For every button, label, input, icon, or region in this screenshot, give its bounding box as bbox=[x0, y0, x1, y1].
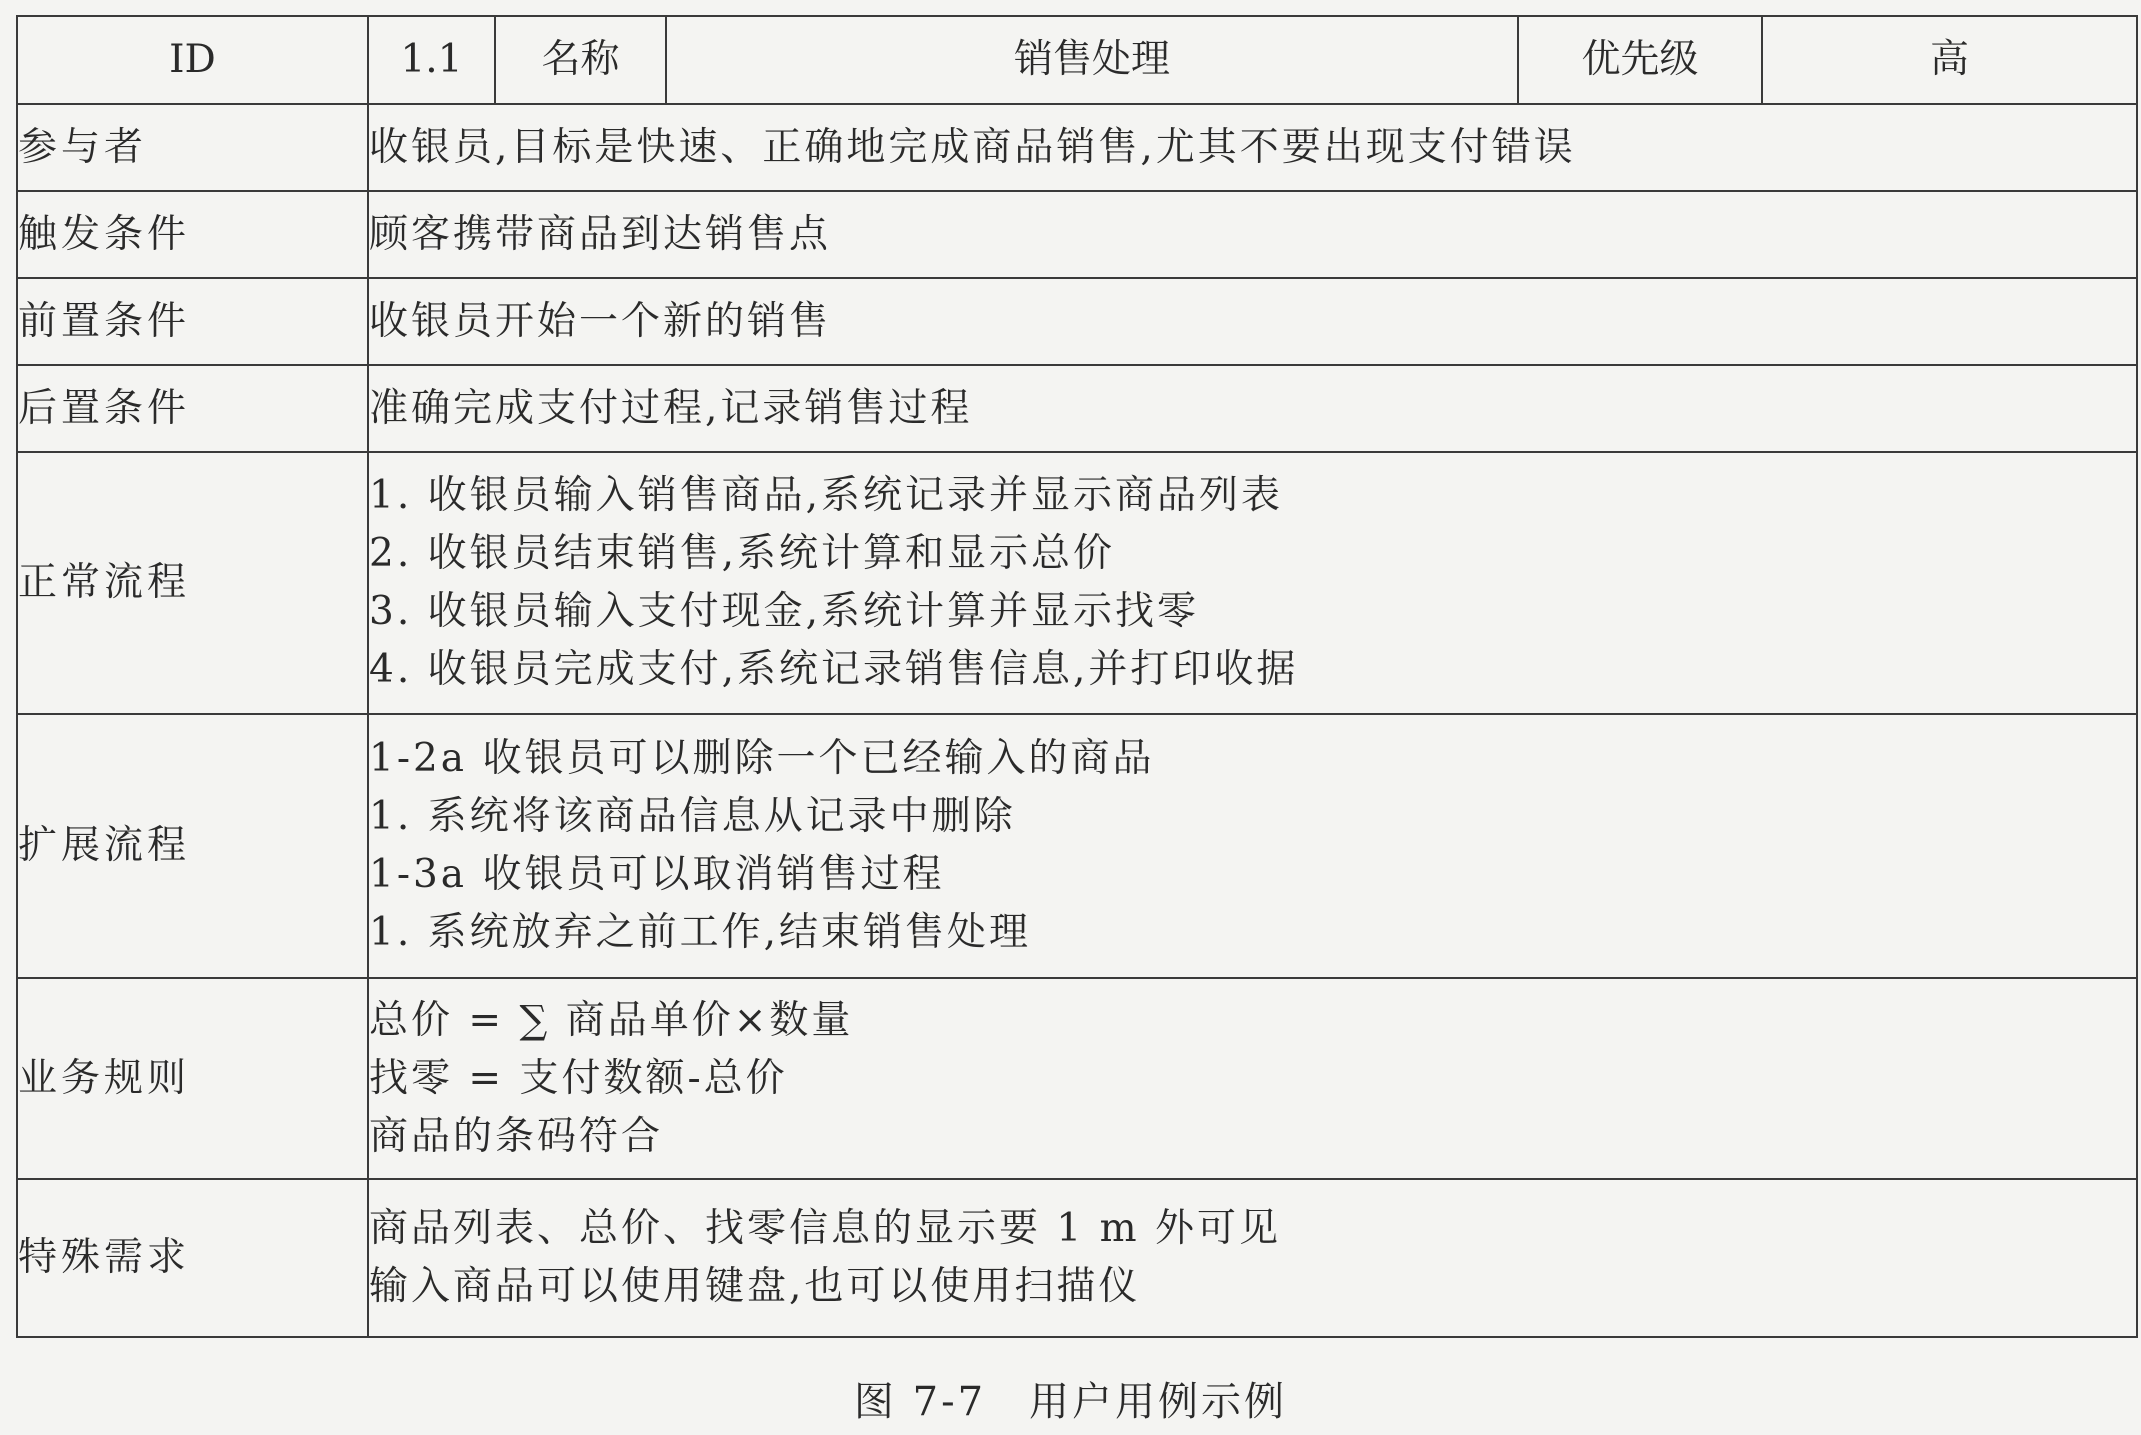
special-requirements-row bbox=[17, 1179, 2137, 1337]
header-row bbox=[17, 16, 2137, 104]
use-case-table bbox=[16, 15, 2138, 1338]
special-requirements-label: 特殊需求 bbox=[17, 1179, 368, 1337]
precondition-line: 收银员开始一个新的销售 bbox=[369, 298, 832, 344]
normal-flow-step: 2. 收银员结束销售,系统计算和显示总价 bbox=[369, 531, 1116, 576]
normal-flow-step: 3. 收银员输入支付现金,系统计算并显示找零 bbox=[369, 589, 1200, 634]
id-value: 1.1 bbox=[368, 16, 495, 104]
extended-flow-row bbox=[17, 714, 2137, 978]
precondition-row bbox=[17, 278, 2137, 365]
extended-flow-step: 1. 系统将该商品信息从记录中删除 bbox=[369, 794, 1016, 839]
normal-flow-content bbox=[368, 452, 2137, 714]
figure-caption: 图 7-7 用户用例示例 bbox=[853, 1379, 1288, 1425]
normal-flow-label: 正常流程 bbox=[17, 452, 368, 714]
name-label: 名称 bbox=[495, 16, 666, 104]
business-rule: 商品的条码符合 bbox=[369, 1113, 664, 1159]
trigger-label: 触发条件 bbox=[17, 191, 368, 278]
business-rules-content bbox=[368, 978, 2137, 1179]
postcondition-label: 后置条件 bbox=[17, 365, 368, 452]
special-requirement: 商品列表、总价、找零信息的显示要 1 m 外可见 bbox=[369, 1206, 1281, 1251]
normal-flow-step: 1. 收银员输入销售商品,系统记录并显示商品列表 bbox=[369, 473, 1284, 518]
id-label: ID bbox=[17, 16, 368, 104]
actors-label: 参与者 bbox=[17, 104, 368, 191]
actors-line: 收银员,目标是快速、正确地完成商品销售,尤其不要出现支付错误 bbox=[369, 124, 1576, 170]
normal-flow-row bbox=[17, 452, 2137, 714]
trigger-content bbox=[368, 191, 2137, 278]
extended-flow-label: 扩展流程 bbox=[17, 714, 368, 978]
business-rules-row bbox=[17, 978, 2137, 1179]
precondition-content bbox=[368, 278, 2137, 365]
priority-label: 优先级 bbox=[1518, 16, 1762, 104]
postcondition-line: 准确完成支付过程,记录销售过程 bbox=[369, 385, 973, 431]
business-rules-label: 业务规则 bbox=[17, 978, 368, 1179]
extended-flow-content bbox=[368, 714, 2137, 978]
trigger-line: 顾客携带商品到达销售点 bbox=[369, 211, 832, 257]
precondition-label: 前置条件 bbox=[17, 278, 368, 365]
special-requirements-content bbox=[368, 1179, 2137, 1337]
extended-flow-step: 1. 系统放弃之前工作,结束销售处理 bbox=[369, 910, 1032, 955]
extended-flow-step: 1-2a 收银员可以删除一个已经输入的商品 bbox=[369, 736, 1155, 781]
name-value: 销售处理 bbox=[666, 16, 1518, 104]
postcondition-content bbox=[368, 365, 2137, 452]
business-rule: 总价 = ∑ 商品单价×数量 bbox=[369, 997, 854, 1043]
business-rule: 找零 = 支付数额-总价 bbox=[369, 1055, 788, 1101]
postcondition-row bbox=[17, 365, 2137, 452]
actors-row bbox=[17, 104, 2137, 191]
priority-value: 高 bbox=[1762, 16, 2137, 104]
trigger-row bbox=[17, 191, 2137, 278]
actors-content bbox=[368, 104, 2137, 191]
special-requirement: 输入商品可以使用键盘,也可以使用扫描仪 bbox=[369, 1264, 1141, 1309]
extended-flow-step: 1-3a 收银员可以取消销售过程 bbox=[369, 852, 945, 897]
normal-flow-step: 4. 收银员完成支付,系统记录销售信息,并打印收据 bbox=[369, 647, 1299, 692]
